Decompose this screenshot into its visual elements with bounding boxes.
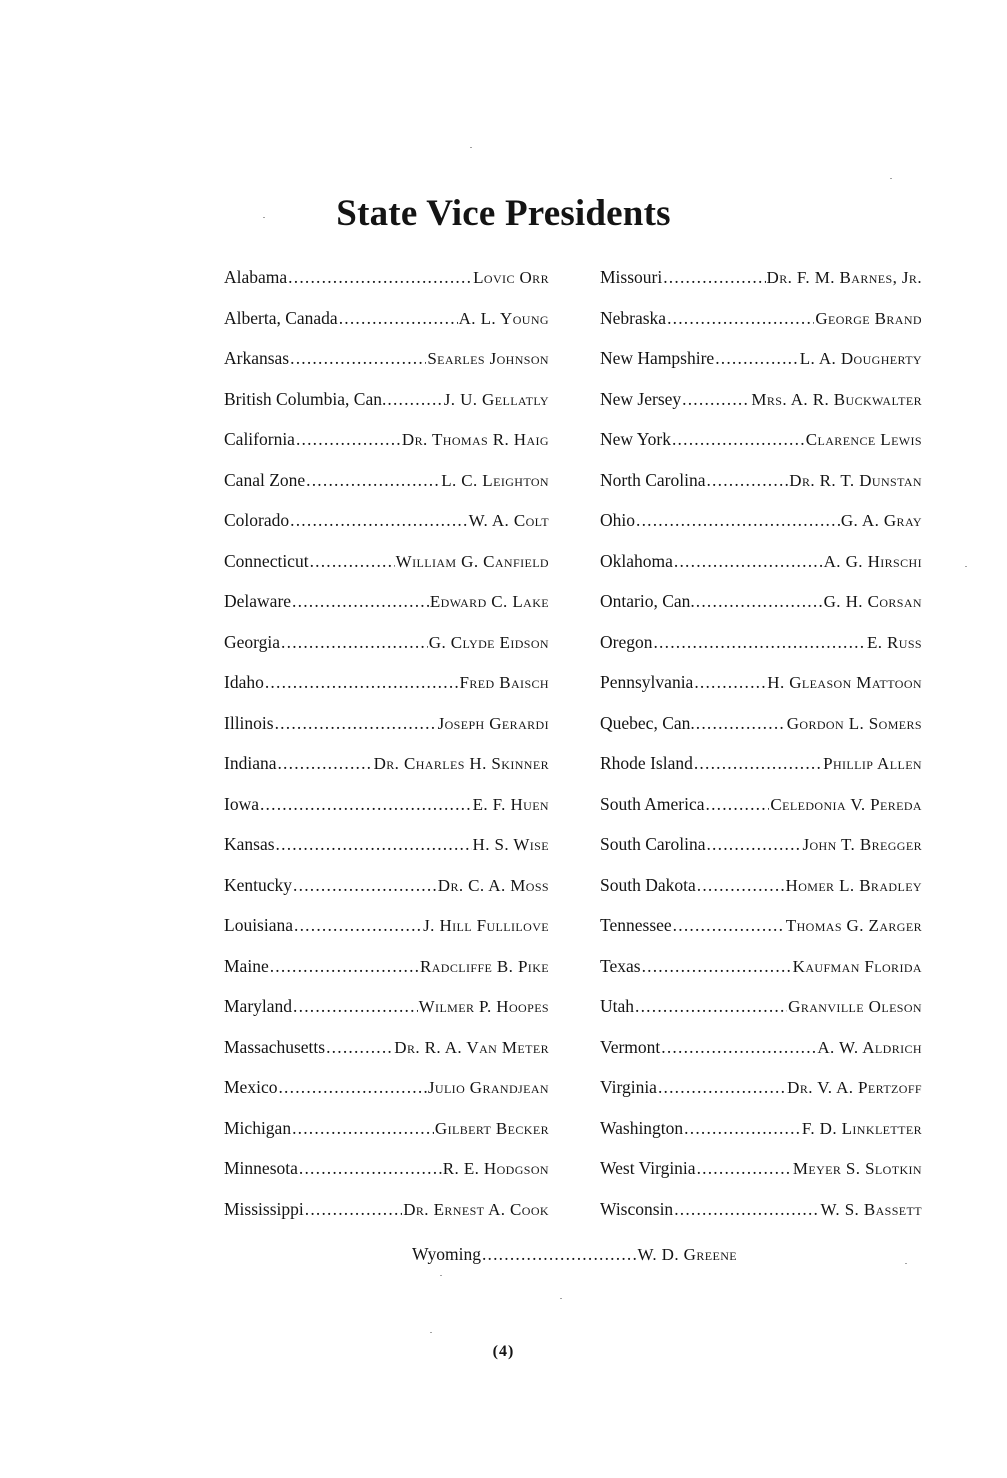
entry-name: J. U. Gellatly	[443, 389, 549, 409]
entry-name: G. H. Corsan	[823, 592, 922, 611]
officer-entry	[224, 586, 549, 627]
entry-name: A. G. Hirschi	[823, 551, 922, 571]
entry-place: Canal Zone	[224, 469, 306, 490]
officer-entry	[600, 303, 922, 344]
leader-dots	[706, 789, 770, 819]
leader-dots	[661, 1032, 816, 1062]
entry-name: Dr. R. A. Van Meter	[394, 1037, 549, 1057]
scan-speck	[890, 178, 892, 179]
leader-dots	[294, 910, 422, 940]
entry-place: Illinois	[224, 712, 274, 733]
leader-dots	[278, 1072, 426, 1102]
leader-dots	[636, 505, 840, 535]
entry-place: South America	[600, 793, 705, 814]
scan-speck	[440, 1275, 442, 1276]
officer-entry	[224, 708, 549, 749]
officer-entry	[600, 991, 922, 1032]
entry-place: Nebraska	[600, 307, 667, 328]
entry-place: Wyoming	[412, 1244, 481, 1264]
officer-entry	[600, 586, 922, 627]
leader-dots	[706, 465, 788, 495]
leader-dots	[682, 384, 750, 414]
leader-dots	[697, 870, 785, 900]
entry-name: Dr. F. M. Barnes, Jr.	[766, 268, 922, 287]
officer-entry	[224, 748, 549, 789]
leader-dots	[387, 384, 442, 414]
entry-name: Gordon L. Somers	[786, 713, 922, 733]
entry-name: Dr. C. A. Moss	[437, 875, 549, 895]
officer-entry	[224, 667, 549, 708]
leader-dots	[260, 789, 472, 819]
leader-dots	[694, 748, 822, 778]
officer-entry	[224, 1113, 549, 1154]
leader-dots	[482, 1239, 637, 1269]
leader-dots	[696, 708, 786, 738]
entry-place: North Carolina	[600, 469, 706, 490]
leader-dots	[310, 546, 395, 576]
entry-name: Dr. Thomas R. Haig	[401, 430, 549, 449]
entry-place: Minnesota	[224, 1158, 298, 1178]
officer-entry	[224, 1194, 549, 1235]
entry-place: South Dakota	[600, 874, 696, 895]
officer-entry	[600, 262, 922, 303]
entry-place: Arkansas	[224, 348, 290, 368]
leader-dots	[658, 1072, 786, 1102]
officer-entry	[600, 1072, 922, 1113]
entry-place: British Columbia, Can.	[224, 388, 387, 409]
officer-entry	[224, 1153, 549, 1194]
leader-dots	[290, 343, 426, 373]
entry-place: Kentucky	[224, 874, 293, 895]
entry-place: South Carolina	[600, 834, 706, 854]
entry-name: Homer L. Bradley	[785, 875, 922, 895]
leader-dots	[339, 303, 458, 333]
entry-name: William G. Canfield	[395, 551, 549, 571]
leader-dots	[299, 1153, 442, 1183]
entry-place: Connecticut	[224, 550, 309, 571]
entry-place: Colorado	[224, 510, 290, 530]
leader-dots	[635, 991, 787, 1021]
entry-place: New Jersey	[600, 388, 682, 409]
officer-entry	[600, 708, 922, 749]
officer-entry	[224, 546, 549, 587]
page-title: State Vice Presidents	[336, 193, 671, 234]
entry-place: Maine	[224, 955, 269, 976]
entry-name: Gilbert Becker	[434, 1118, 549, 1138]
entry-name: R. E. Hodgson	[442, 1159, 549, 1178]
entry-name: Dr. V. A. Pertzoff	[787, 1078, 922, 1097]
entry-place: Pennsylvania	[600, 672, 694, 692]
officer-entry	[600, 748, 922, 789]
entry-name: W. A. Colt	[468, 511, 549, 530]
entry-name: Wilmer P. Hoopes	[418, 997, 549, 1016]
officer-entry	[224, 829, 549, 870]
scan-speck	[430, 1332, 432, 1333]
leader-dots	[674, 546, 823, 576]
entry-name: E. Russ	[866, 632, 922, 652]
entry-name: H. S. Wise	[472, 835, 549, 854]
entry-place: Oregon	[600, 631, 653, 652]
leader-dots	[696, 586, 823, 616]
entry-place: New York	[600, 429, 671, 449]
officer-entry	[600, 465, 922, 506]
leader-dots	[697, 1153, 792, 1183]
entry-name: Dr. Charles H. Skinner	[373, 754, 549, 773]
officer-entry	[600, 1032, 922, 1073]
scan-speck	[965, 566, 967, 567]
entry-name: Celedonia V. Pereda	[770, 794, 922, 814]
officer-entry	[600, 1153, 922, 1194]
entry-name: L. A. Dougherty	[799, 349, 922, 368]
entry-name: Kaufman Florida	[792, 956, 922, 976]
officer-entry	[600, 546, 922, 587]
entry-name: Radcliffe B. Pike	[419, 956, 549, 976]
officer-entry	[600, 424, 922, 465]
entry-name: A. W. Aldrich	[817, 1037, 922, 1057]
entry-name: Clarence Lewis	[805, 430, 922, 449]
entry-name: W. D. Greene	[637, 1245, 737, 1264]
leader-dots	[663, 262, 765, 292]
officer-entry	[600, 951, 922, 992]
page-number: (4)	[492, 1343, 515, 1360]
entry-name: J. Hill Fullilove	[423, 916, 549, 935]
entry-place: Washington	[600, 1117, 684, 1138]
leader-dots	[706, 829, 801, 859]
officer-entry	[224, 303, 549, 344]
entry-name: Joseph Gerardi	[437, 713, 549, 733]
entry-place: Michigan	[224, 1117, 292, 1138]
entry-name: Lovic Orr	[473, 268, 549, 287]
entry-place: California	[224, 429, 295, 449]
officer-entry	[224, 505, 549, 546]
entry-name: Meyer S. Slotkin	[792, 1159, 922, 1178]
entry-place: Oklahoma	[600, 550, 673, 571]
entry-place: West Virginia	[600, 1158, 696, 1178]
entry-place: Vermont	[600, 1036, 661, 1057]
entry-name: George Brand	[815, 308, 922, 328]
leader-dots	[667, 303, 814, 333]
entry-place: Ohio	[600, 510, 635, 530]
officer-entry	[600, 343, 922, 384]
entry-place: Mexico	[224, 1077, 278, 1097]
leader-dots	[292, 1113, 434, 1143]
leader-dots	[296, 424, 401, 454]
officer-entry	[224, 1072, 549, 1113]
leader-dots	[281, 627, 428, 657]
officer-entry	[224, 465, 549, 506]
entry-place: New Hampshire	[600, 348, 715, 368]
officer-entry	[600, 1113, 922, 1154]
entry-name: F. D. Linkletter	[801, 1118, 922, 1138]
entry-name: John T. Bregger	[802, 835, 922, 854]
entry-place: Missouri	[600, 267, 663, 287]
leader-dots	[305, 1194, 402, 1224]
leader-dots	[288, 262, 472, 292]
officer-entry	[224, 343, 549, 384]
entry-name: A. L. Young	[458, 308, 549, 328]
officer-entry	[600, 789, 922, 830]
entry-name: G. Clyde Eidson	[428, 632, 549, 652]
leader-dots	[672, 424, 805, 454]
entry-place: Delaware	[224, 591, 292, 611]
right-column	[600, 262, 922, 1234]
officer-entry	[600, 627, 922, 668]
officer-entry	[600, 1194, 922, 1235]
entry-name: Edward C. Lake	[429, 592, 549, 611]
leader-dots	[277, 748, 372, 778]
entry-name: Searles Johnson	[427, 349, 549, 368]
entry-place: Alberta, Canada	[224, 307, 338, 328]
officer-entry	[600, 870, 922, 911]
leader-dots	[326, 1032, 393, 1062]
entry-name: Mrs. A. R. Buckwalter	[751, 389, 922, 409]
entry-name: L. C. Leighton	[441, 470, 549, 490]
entry-place: Iowa	[224, 793, 259, 814]
entry-place: Rhode Island	[600, 753, 693, 773]
leader-dots	[292, 586, 429, 616]
leader-dots	[674, 1194, 819, 1224]
leader-dots	[673, 910, 785, 940]
scan-speck	[560, 1298, 562, 1299]
officer-entry	[600, 910, 922, 951]
scan-speck	[905, 1263, 907, 1264]
leader-dots	[270, 951, 419, 981]
officer-entry	[224, 951, 549, 992]
leader-dots	[653, 627, 865, 657]
entry-name: Dr. R. T. Dunstan	[789, 470, 922, 490]
leader-dots	[306, 465, 440, 495]
officer-entry	[600, 505, 922, 546]
leader-dots	[290, 505, 467, 535]
officer-entry	[224, 1032, 549, 1073]
leader-dots	[293, 991, 418, 1021]
officer-entry	[224, 991, 549, 1032]
officer-entry	[224, 384, 549, 425]
entry-name: Fred Baisch	[459, 673, 549, 692]
entry-place: Mississippi	[224, 1198, 304, 1219]
officer-entry	[224, 627, 549, 668]
leader-dots	[293, 870, 437, 900]
officer-entry	[224, 424, 549, 465]
entry-name: E. F. Huen	[472, 794, 549, 814]
entry-name: G. A. Gray	[840, 511, 922, 530]
entry-place: Louisiana	[224, 915, 294, 935]
entry-place: Ontario, Can.	[600, 591, 695, 611]
officer-entry	[600, 667, 922, 708]
entry-name: Phillip Allen	[823, 754, 922, 773]
scan-speck	[263, 217, 265, 218]
officer-entry	[224, 910, 549, 951]
leader-dots	[694, 667, 766, 697]
entry-place: Utah	[600, 996, 635, 1016]
entry-place: Virginia	[600, 1077, 657, 1097]
entry-place: Texas	[600, 955, 641, 976]
entry-place: Maryland	[224, 996, 293, 1016]
left-column	[224, 262, 549, 1234]
entry-name: Julio Grandjean	[427, 1078, 549, 1097]
footer-entry	[412, 1239, 737, 1280]
leader-dots	[275, 708, 437, 738]
entry-name: Dr. Ernest A. Cook	[403, 1199, 549, 1219]
officer-entry	[224, 870, 549, 911]
entry-place: Kansas	[224, 834, 275, 854]
entry-name: Granville Oleson	[788, 997, 922, 1016]
leader-dots	[276, 829, 472, 859]
entry-name: H. Gleason Mattoon	[767, 673, 922, 692]
entry-place: Indiana	[224, 753, 277, 773]
scan-speck	[470, 147, 472, 148]
leader-dots	[684, 1113, 801, 1143]
entry-place: Wisconsin	[600, 1198, 674, 1219]
officer-entry	[224, 262, 549, 303]
officer-entry	[224, 789, 549, 830]
leader-dots	[265, 667, 459, 697]
entry-place: Georgia	[224, 631, 281, 652]
entry-place: Massachusetts	[224, 1036, 326, 1057]
entry-place: Idaho	[224, 672, 264, 692]
officer-entry	[600, 829, 922, 870]
officer-entry	[600, 384, 922, 425]
leader-dots	[642, 951, 792, 981]
leader-dots	[715, 343, 799, 373]
entry-place: Quebec, Can.	[600, 712, 695, 733]
entry-name: Thomas G. Zarger	[785, 916, 922, 935]
entry-name: W. S. Bassett	[820, 1199, 922, 1219]
entry-place: Alabama	[224, 267, 288, 287]
entry-place: Tennessee	[600, 915, 672, 935]
